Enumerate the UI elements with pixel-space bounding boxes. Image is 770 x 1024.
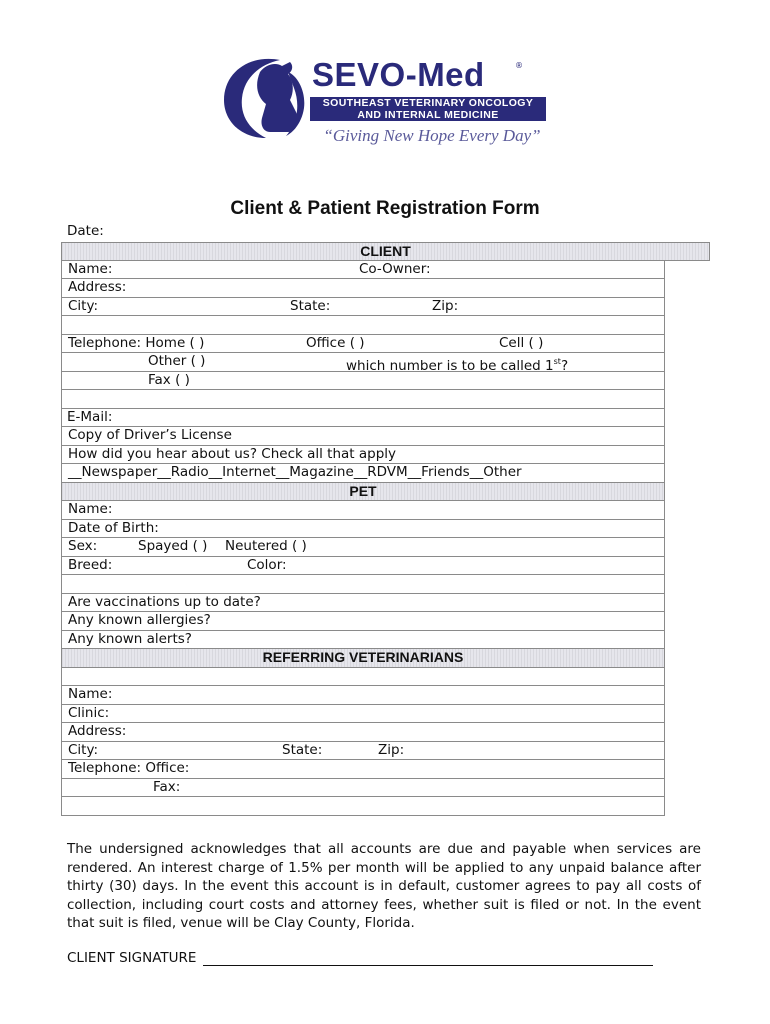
referring-zip-label: Zip: — [378, 741, 405, 758]
client-fax-label: Fax ( ) — [148, 371, 190, 388]
client-address-row[interactable] — [61, 279, 665, 298]
brand-name: SEVO-Med — [312, 56, 485, 93]
allergies-label: Any known allergies? — [68, 612, 211, 628]
referring-telephone-row[interactable] — [61, 760, 665, 779]
client-signature-label: CLIENT SIGNATURE — [67, 950, 197, 966]
referring-clinic-label: Clinic: — [68, 704, 110, 721]
client-signature-line[interactable] — [203, 965, 653, 966]
client-zip-label: Zip: — [432, 297, 459, 314]
pet-breed-label: Breed: — [68, 556, 113, 573]
referring-section-header — [61, 649, 665, 668]
client-name-label: Name: — [68, 260, 113, 277]
referring-blank-row-1 — [61, 668, 665, 687]
alerts-label: Any known alerts? — [68, 630, 192, 647]
telephone-home-label: Telephone: Home ( ) — [68, 334, 205, 351]
sevo-med-logo — [220, 52, 550, 152]
client-name-row[interactable] — [61, 261, 665, 280]
referring-state-label: State: — [282, 741, 323, 758]
referring-clinic-row[interactable] — [61, 705, 665, 724]
referring-fax-row[interactable] — [61, 779, 665, 798]
client-address-label: Address: — [68, 279, 127, 295]
referring-address-row[interactable] — [61, 723, 665, 742]
pet-breed-row[interactable] — [61, 557, 665, 576]
which-number-text: which number is to be called 1 — [346, 358, 554, 374]
referring-city-label: City: — [68, 741, 99, 758]
referring-name-row[interactable] — [61, 686, 665, 705]
brand-subtitle-line-1: SOUTHEAST VETERINARY ONCOLOGY — [322, 97, 534, 109]
pet-color-label: Color: — [247, 556, 287, 573]
client-blank-row-2 — [61, 390, 665, 409]
referring-city-row[interactable] — [61, 742, 665, 761]
brand-tagline: “Giving New Hope Every Day” — [323, 126, 541, 145]
which-number-sup: st — [553, 357, 561, 366]
pet-silhouette-icon — [220, 52, 315, 142]
form-title: Client & Patient Registration Form — [230, 198, 540, 219]
registration-form — [61, 242, 665, 816]
telephone-other-label: Other ( ) — [148, 353, 206, 369]
date-field[interactable]: Date: — [67, 223, 104, 239]
pet-header-label: PET — [349, 482, 377, 499]
registered-mark: ® — [515, 61, 523, 70]
telephone-office-label: Office ( ) — [306, 334, 365, 351]
client-other-row[interactable] — [61, 353, 665, 372]
referral-options-label: __Newspaper__Radio__Internet__Magazine__RDVM__Friends__Other — [68, 464, 522, 480]
client-email-row[interactable] — [61, 409, 665, 428]
client-blank-row-1 — [61, 316, 665, 335]
spayed-label: Spayed ( ) — [138, 538, 208, 554]
client-header-label: CLIENT — [360, 243, 411, 259]
pet-blank-row — [61, 575, 665, 594]
allergies-row[interactable] — [61, 612, 665, 631]
client-telephone-row[interactable] — [61, 335, 665, 354]
pet-name-label: Name: — [68, 501, 113, 517]
pet-dob-row[interactable] — [61, 520, 665, 539]
pet-section-header — [61, 483, 665, 502]
telephone-cell-label: Cell ( ) — [499, 334, 544, 351]
client-fax-row[interactable] — [61, 372, 665, 391]
vaccinations-label: Are vaccinations up to date? — [68, 593, 261, 610]
brand-subtitle-bar — [310, 97, 546, 121]
pet-dob-label: Date of Birth: — [68, 519, 159, 536]
referral-options-row[interactable] — [61, 464, 665, 483]
drivers-license-label: Copy of Driver’s License — [68, 427, 232, 443]
payment-terms-text: The undersigned acknowledges that all accounts are due and payable when services are rendered. An interest charge of 1.5% per month will be applied to any unpaid balance after thirty (30) days. In the event this account is in default, customer agrees to pay all costs of collection, including court costs and attorney fees, whether suit is filed or not. In the event that suit is filed, venue will be Clay County, Florida. — [67, 841, 701, 931]
client-section-header — [61, 242, 710, 261]
pet-sex-label: Sex: — [68, 538, 98, 554]
pet-sex-row[interactable] — [61, 538, 665, 557]
referring-telephone-label: Telephone: Office: — [68, 760, 190, 776]
vaccinations-row[interactable] — [61, 594, 665, 613]
client-city-row[interactable] — [61, 298, 665, 317]
which-number-mark: ? — [560, 358, 569, 374]
referral-source-question: How did you hear about us? Check all that apply — [68, 445, 397, 462]
referring-fax-label: Fax: — [153, 778, 181, 795]
brand-subtitle-line-2: AND INTERNAL MEDICINE — [357, 109, 499, 121]
referring-header-label: REFERRING VETERINARIANS — [262, 649, 464, 665]
referring-blank-row-2 — [61, 797, 665, 816]
client-city-label: City: — [68, 297, 99, 314]
client-email-label: E-Mail: — [67, 408, 113, 425]
neutered-label: Neutered ( ) — [225, 538, 307, 554]
pet-name-row[interactable] — [61, 501, 665, 520]
referral-source-row — [61, 446, 665, 465]
co-owner-label: Co-Owner: — [359, 260, 431, 277]
client-state-label: State: — [290, 297, 331, 314]
drivers-license-row[interactable] — [61, 427, 665, 446]
referring-address-label: Address: — [68, 723, 127, 739]
referring-name-label: Name: — [68, 686, 113, 702]
alerts-row[interactable] — [61, 631, 665, 650]
